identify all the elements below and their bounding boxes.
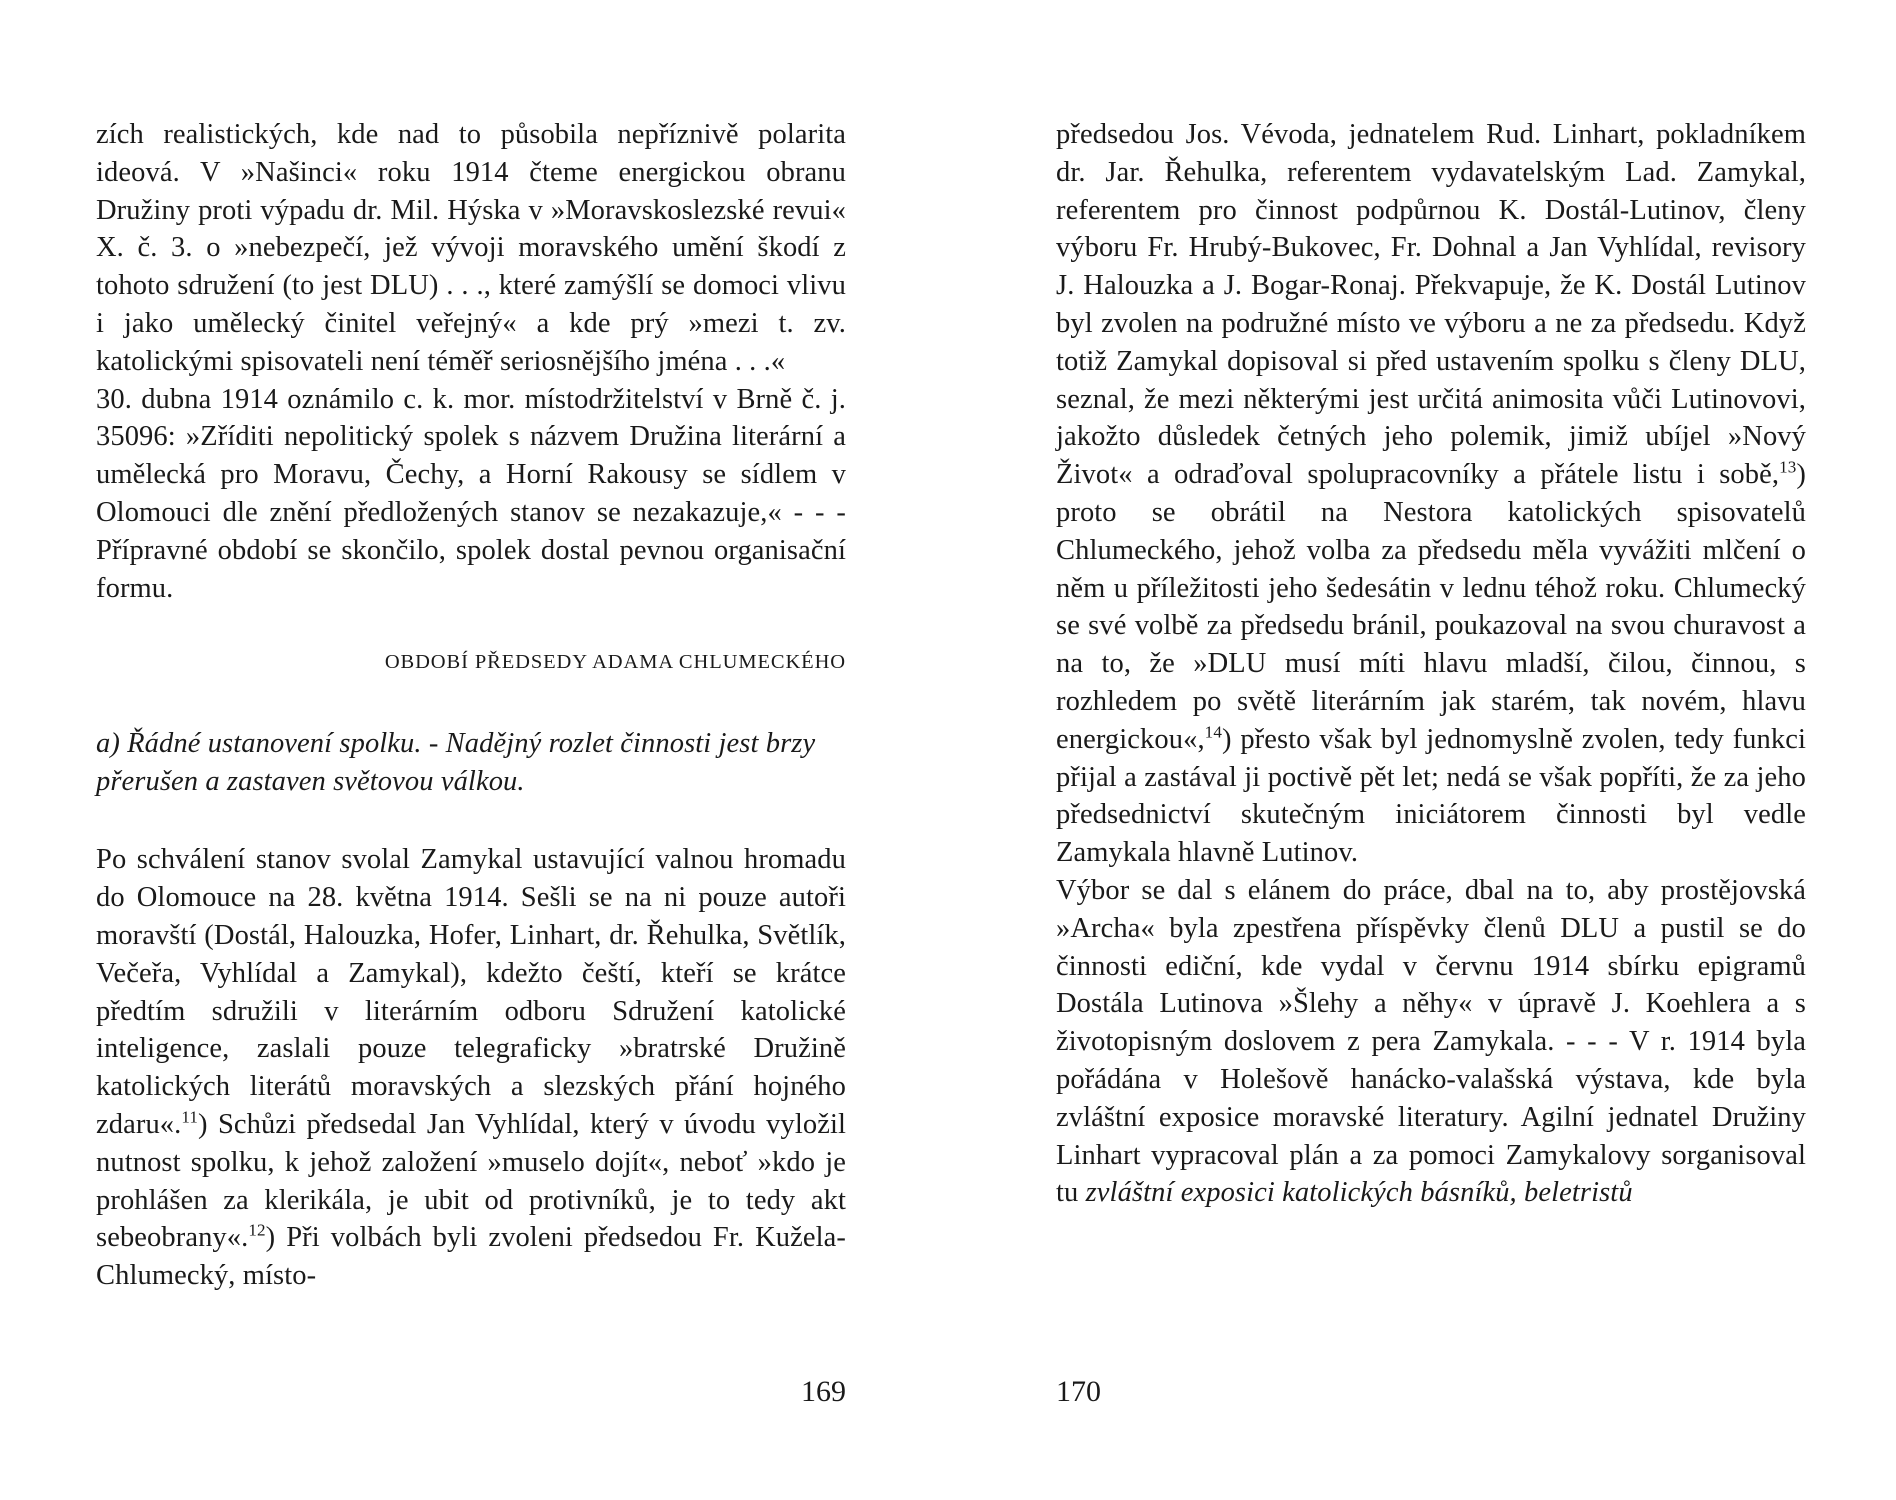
paragraph: 30. dubna 1914 oznámilo c. k. mor. místodržitelství v Brně č. j. 35096: »Zříditi nepolitický spolek s názvem Družina literární a umělecká pro Moravu, Čechy, a Horní Rakousy se sídlem v Olomouci dle znění předložených stanov se nezakazuje,« - - - Přípravné období se skončilo, spolek dostal pevnou organisační formu. bbox=[96, 383, 846, 604]
right-page bbox=[1056, 116, 1806, 1446]
paragraph-text: ) Při volbách byli zvoleni předsedou Fr. Kužela-Chlumecký, místo- bbox=[96, 1222, 846, 1292]
paragraph-text: ) Schůzi předsedal Jan Vyhlídal, který v úvodu vyložil nutnost spolku, k jehož založení »muselo dojít«, neboť »kdo je prohlášen za klerikála, je ubit od protivníků, je to tedy akt sebeobrany«. bbox=[96, 1108, 846, 1254]
page-number: 169 bbox=[801, 1375, 846, 1408]
italic-text: zvláštní exposici katolických básníků, beletristů bbox=[1085, 1177, 1633, 1209]
paragraph bbox=[96, 841, 846, 1295]
paragraph bbox=[1056, 872, 1806, 1212]
page-number: 170 bbox=[1056, 1375, 1101, 1408]
footnote-ref: 12 bbox=[248, 1220, 266, 1240]
footnote-ref: 14 bbox=[1204, 722, 1222, 742]
paragraph-text: ) proto se obrátil na Nestora katolických spisovatelů Chlumeckého, jehož volba za předsedu měla vyvážiti mlčení o něm u příležitosti jeho šedesátin v lednu téhož roku. Chlumecký se své volbě za předsedu bránil, poukazoval na svou churavost a na to, že »DLU musí míti hlavu mladší, čilou, činnou, s rozhledem po světě literárním jak starém, tak novém, hlavu energickou«, bbox=[1056, 459, 1806, 755]
left-page bbox=[96, 116, 846, 1446]
footnote-ref: 11 bbox=[181, 1107, 199, 1127]
section-subtitle: a) Řádné ustanovení spolku. - Nadějný rozlet činnosti jest brzy přerušen a zastaven světovou válkou. bbox=[96, 728, 816, 798]
paragraph: zích realistických, kde nad to působila nepříznivě polarita ideová. V »Našinci« roku 1914 čteme energickou obranu Družiny proti výpadu dr. Mil. Hýska v »Moravskoslezské revui« X. č. 3. o »nebezpečí, jež vývoji moravského umění škodí z tohoto sdružení (to jest DLU) . . ., které zamýšlí se domoci vlivu i jako umělecký činitel veřejný« a kde prý »mezi t. zv. katolickými spisovateli není téměř seriosnějšího jména . . .« bbox=[96, 119, 846, 377]
right-page-body bbox=[1056, 116, 1806, 1212]
section-heading: OBDOBÍ PŘEDSEDY ADAMA CHLUMECKÉHO bbox=[384, 651, 846, 674]
paragraph-text: Výbor se dal s elánem do práce, dbal na to, aby prostějovská »Archa« byla zpestřena příspěvky členů DLU a pustil se do činnosti ediční, kde vydal v červnu 1914 sbírku epigramů Dostála Lutinova »Šlehy a něhy« v úpravě J. Koehlera a s životopisným doslovem z pera Zamykala. - - - V r. 1914 byla pořádána v Holešově hanácko-valašská výstava, kde byla zvláštní exposice moravské literatury. Agilní jednatel Družiny Linhart vypracoval plán a za pomoci Zamykalovy sorganisoval tu bbox=[1056, 874, 1806, 1209]
paragraph bbox=[1056, 116, 1806, 872]
paragraph-text: Po schválení stanov svolal Zamykal ustavující valnou hromadu do Olomouce na 28. května 1914. Sešli se na ni pouze autoři moravští (Dostál, Halouzka, Hofer, Linhart, dr. Řehulka, Světlík, Večeřa, Vyhlídal a Zamykal), kdežto čeští, kteří se krátce předtím sdružili v literárním odboru Sdružení katolické inteligence, zaslali pouze telegraficky »bratrské Družině katolických literátů moravských a slezských přání hojného zdaru«. bbox=[96, 844, 846, 1140]
footnote-ref: 13 bbox=[1779, 457, 1797, 477]
paragraph-text: ) přesto však byl jednomyslně zvolen, tedy funkci přijal a zastával ji poctivě pět let; nedá se však popříti, že za jeho předsednictví skutečným iniciátorem činnosti byl vedle Zamykala hlavně Lutinov. bbox=[1056, 723, 1806, 869]
left-page-body bbox=[96, 116, 846, 1295]
paragraph-text: předsedou Jos. Vévoda, jednatelem Rud. Linhart, pokladníkem dr. Jar. Řehulka, referentem vydavatelským Lad. Zamykal, referentem pro činnost podpůrnou K. Dostál-Lutinov, členy výboru Fr. Hrubý-Bukovec, Fr. Dohnal a Jan Vyhlídal, revisory J. Halouzka a J. Bogar-Ronaj. Překvapuje, že K. Dostál Lutinov byl zvolen na podružné místo ve výboru a ne za předsedu. Když totiž Zamykal dopisoval si před ustavením spolku s členy DLU, seznal, že mezi některými jest určitá animosita vůči Lutinovovi, jakožto důsledek četných jeho polemik, jimiž ubíjel »Nový Život« a odraďoval spolupracovníky a přátele listu i sobě, bbox=[1056, 119, 1806, 491]
